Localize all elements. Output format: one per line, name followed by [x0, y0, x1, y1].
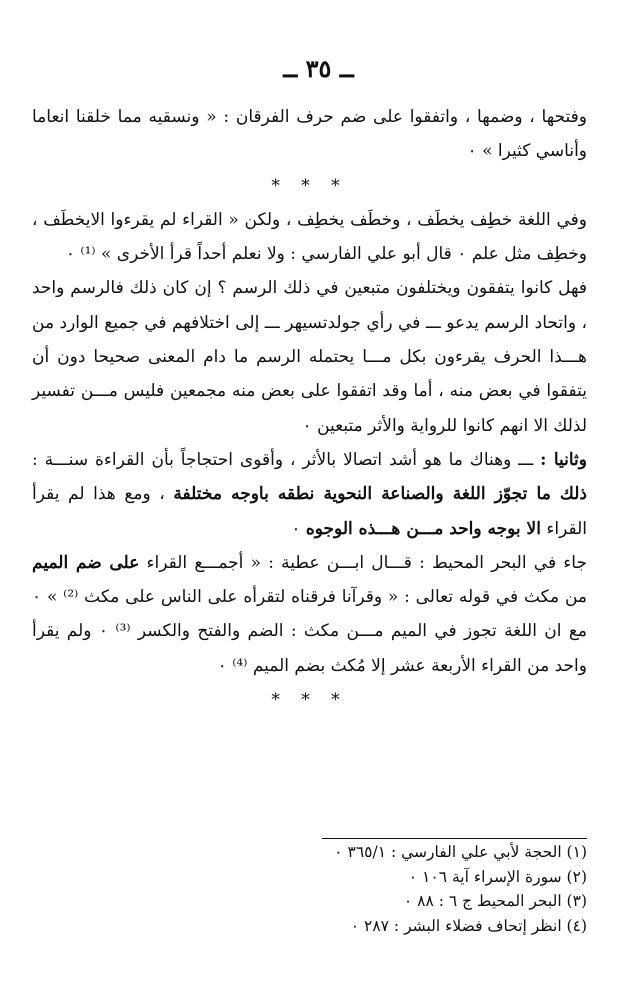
paragraph-4-lead: وثانيا : [540, 449, 587, 470]
paragraph-4 [32, 443, 587, 546]
footnote-1: (١) الحجة لأبي علي الفارسي : ٣٦٥/١ ٠ [334, 843, 587, 861]
paragraph-5-text-2: من مكث في قوله تعالى : « وقرآنا فرقناه لتقرأه على الناس على مكث ⁽²⁾ » ٠ مع ان اللغة تجوز في الميم مـــن مكث : الضم والفتح والكسر ⁽³⁾ ٠ ولم يقرأ واحد من القراء الأربعة عشر إلا مُكث بضم الميم ⁽⁴⁾ ٠ [32, 587, 587, 676]
paragraph-5-bold-1: على ضم الميم [32, 552, 140, 573]
section-separator-1: * * * [271, 175, 348, 196]
footnote-3: (٣) البحر المحيط ج ٦ : ٨٨ ٠ [403, 892, 587, 910]
paragraph-5-text-1: جاء في البحر المحيط : قـــال ابـــن عطية : « أجمـــع القراء [139, 552, 587, 573]
paragraph-5 [32, 546, 587, 683]
paragraph-4-bold-1: ذلك ما تجوّز اللغة والصناعة النحوية نطقه باوجه مختلفة [173, 484, 587, 505]
paragraph-1: وفتحها ، وضمها ، واتفقوا على ضم حرف الفرقان : « ونسقيه مما خلقنا انعاما وأناسي كثيرا » ٠ [32, 107, 587, 162]
section-separator-2: * * * [271, 690, 348, 711]
footnote-2: (٢) سورة الإسراء آية ١٠٦ ٠ [408, 867, 587, 886]
footnote-rule [322, 838, 587, 839]
main-text [32, 100, 587, 717]
paragraph-3: فهل كانوا يتفقون ويختلفون متبعين في ذلك الرسم ؟ إن كان ذلك فالرسم واحد ، واتحاد الرسم يدعو ـــ في رأي جولدتسيهر ـــ إلى اختلافهم في جميع الوارد من هـــذا الحرف يقرءون بكل مـــا يحتمله الرسم ما دام المعنى صحيحا دون أن يتفقوا في بعض منه ، أما وقد اتفقوا على بعض منه مجمعين فليس مـــن تفسير لذلك الا انهم كانوا للرواية والأثر متبعين ٠ [32, 278, 587, 436]
paragraph-4-text-1: ـــ وهناك ما هو أشد اتصالا بالأثر ، وأقوى احتجاجاً بأن القراءة سنـــة : [32, 449, 541, 470]
paragraph-2: وفي اللغة خطِف يخطَف ، وخطَف يخطِف ، ولكن « القراء لم يقرءوا الايخطَف ، وخطِف مثل علم ٠ قال أبو علي الفارسي : ولا نعلم أحداً قرأ الأخرى » ⁽¹⁾ ٠ [32, 209, 587, 265]
paragraph-4-end: ٠ [291, 518, 306, 539]
page-number: ــ ٣٥ ــ [283, 54, 354, 83]
footnotes [32, 840, 587, 938]
paragraph-4-bold-2: الا بوجه واحد مـــن هـــذه الوجوه [305, 518, 541, 539]
paragraph-4-text-2: ، ومع هذا لم يقرأ القراء [32, 484, 587, 539]
footnote-4: (٤) انظر إتحاف فضلاء البشر : ٢٨٧ ٠ [350, 916, 587, 935]
